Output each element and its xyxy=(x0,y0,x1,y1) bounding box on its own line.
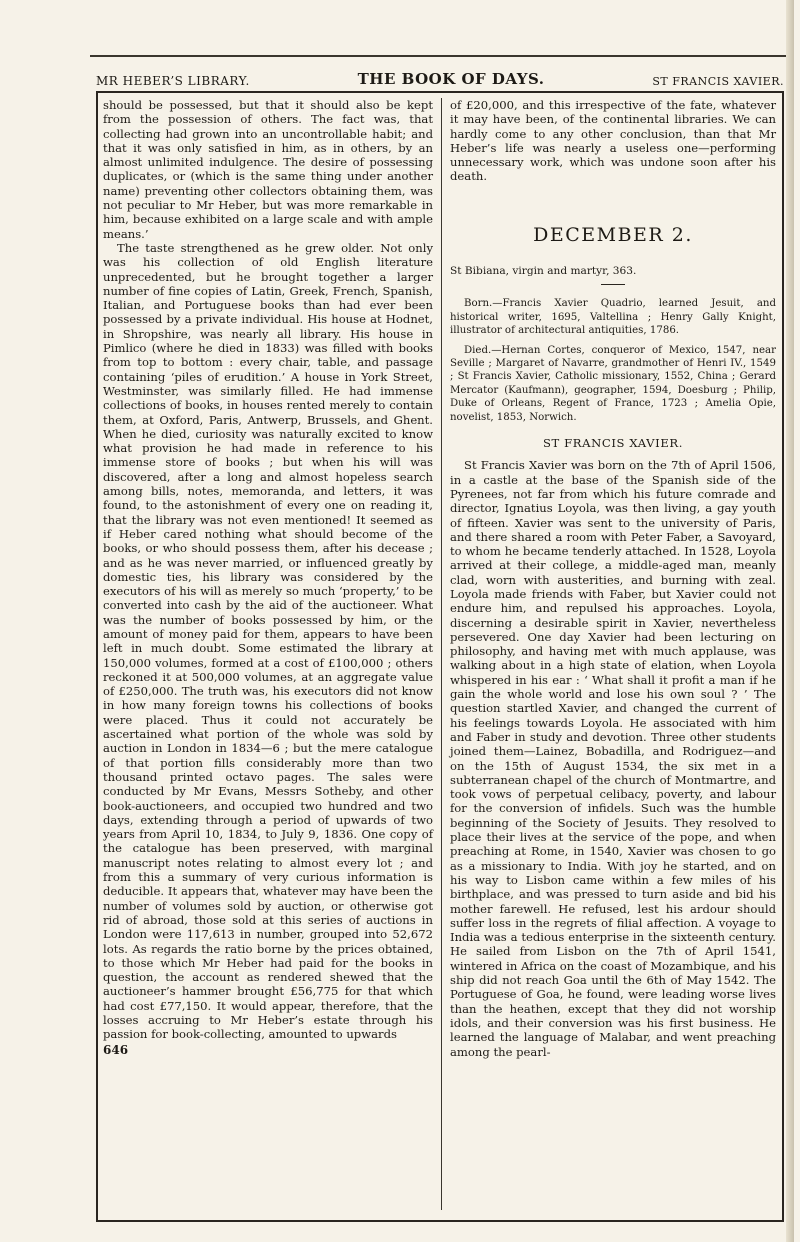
short-divider xyxy=(601,284,625,285)
frame-bottom-rule xyxy=(96,1220,784,1222)
died-notice: Died.—Hernan Cortes, conqueror of Mexico, 1547, near Seville ; Margaret of Navarre, grandmother of Henri IV., 1549 ; St Francis Xavier, Catholic missionary, 1552, China ; Gerard Mercator (Kaufmann), geographer, 1594, Doesburg ; Philip, Duke of Orleans, Regent of France, 1723 ; Amelia Opie, novelist, 1853, Norwich. xyxy=(450,344,776,423)
running-header xyxy=(96,63,784,93)
paragraph: St Francis Xavier was born on the 7th of April 1506, in a castle at the base of the Spanish side of the Pyrenees, not far from which his future comrade and director, Ignatius Loyola, was then living, a gay youth of fifteen. Xavier was sent to the university of Paris, and there shared a room with Peter Faber, a Savoyard, to whom he became tenderly attached. In 1528, Loyola arrived at their college, a middle-aged man, meanly clad, worn with austerities, and burning with zeal. Loyola made friends with Faber, but Xavier could not endure him, and repulsed his approaches. Loyola, discerning a desirable spirit in Xavier, nevertheless persevered. One day Xavier had been lecturing on philosophy, and having met with much applause, was walking about in a high state of elation, when Loyola whispered in his ear : ‘ What shall it profit a man if he gain the whole world and lose his own soul ? ’ The question startled Xavier, and changed the current of his feelings towards Loyola. He associated with him and Faber in study and devotion. Three other students joined them—Lainez, Bobadilla, and Rodriguez—and on the 15th of August 1534, the six met in a subterranean chapel of the church of Montmartre, and took vows of perpetual celibacy, poverty, and labour for the conversion of infidels. Such was the humble beginning of the Society of Jesuits. They resolved to place their lives at the service of the pope, and when preaching at Rome, in 1540, Xavier was chosen to go as a missionary to India. With joy he started, and on his way to Lisbon came within a few miles of his birthplace, and was pressed to turn aside and bid his mother farewell. He refused, lest his ardour should suffer loss in the regrets of filial affection. A voyage to India was a tedious enterprise in the sixteenth century. He sailed from Lisbon on the 7th of April 1541, wintered in Africa on the coast of Mozambique, and his ship did not reach Goa until the 6th of May 1542. The Portuguese of Goa, he found, were leading worse lives than the heathen, except that they did not worship idols, and their conversion was his first business. He learned the language of Malabar, and went preaching among the pearl- xyxy=(450,458,776,1059)
paragraph: The taste strengthened as he grew older. Not only was his collection of old English literature unprecedented, but he brought together a larger number of fine copies of Latin, Greek, French, Spanish, Italian, and Portuguese books than had ever been possessed by a private individual. His house at Hodnet, in Shropshire, was nearly all library. His house in Pimlico (where he died in 1833) was filled with books from top to bottom : every chair, table, and passage containing ‘piles of erudition.’ A house in York Street, Westminster, was similarly filled. He had immense collections of books, in houses rented merely to contain them, at Oxford, Paris, Antwerp, Brussels, and Ghent. When he died, curiosity was naturally excited to know what provision he had made in reference to his immense store of books ; but when his will was discovered, after a long and almost hopeless search among bills, notes, memoranda, and letters, it was found, to the astonishment of every one on reading it, that the library was not even mentioned! It seemed as if Heber cared nothing what should become of the books, or who should possess them, after his decease ; and as he was never married, or influenced greatly by domestic ties, his library was considered by the executors of his will as merely so much ‘property,’ to be converted into cash by the aid of the auctioneer. What was the number of books possessed by him, or the amount of money paid for them, appears to have been left in much doubt. Some estimated the library at 150,000 volumes, formed at a cost of £100,000 ; others reckoned it at 500,000 volumes, at an aggregate value of £250,000. The truth was, his executors did not know in how many foreign towns his collections of books were placed. Thus it could not accurately be ascertained what portion of the whole was sold by auction in London in 1834—6 ; but the mere catalogue of that portion fills considerably more than two thousand printed octavo pages. The sales were conducted by Mr Evans, Messrs Sotheby, and other book-auctioneers, and occupied two hundred and two days, extending through a period of upwards of two years from April 10, 1834, to July 9, 1836. One copy of the catalogue has been preserved, with marginal manuscript notes relating to almost every lot ; and from this a summary of very curious information is deducible. It appears that, whatever may have been the number of volumes sold by auction, or otherwise got rid of abroad, those sold at this series of auctions in London were 117,613 in number, grouped into 52,672 lots. As regards the ratio borne by the prices obtained, to those which Mr Heber had paid for the books in question, the account as rendered shewed that the auctioneer’s hammer brought £56,775 for that which had cost £77,150. It would appear, therefore, that the losses accruing to Mr Heber’s estate through his passion for book-collecting, amounted to upwards xyxy=(103,240,433,1042)
page-right-edge xyxy=(786,0,794,1242)
saints-line: St Bibiana, virgin and martyr, 363. xyxy=(450,265,637,278)
frame-left-rule xyxy=(96,93,98,1221)
column-divider xyxy=(441,98,442,1210)
page-number: 646 xyxy=(103,1042,129,1057)
left-column xyxy=(103,98,433,1057)
paragraph-continuation: of £20,000, and this irrespective of the fate, whatever it may have been, of the continental libraries. We can hardly come to any other conclusion, than that Mr Heber’s life was nearly a useless one—performing unnecessary work, which was undone soon after his death. xyxy=(450,98,776,184)
header-right: ST FRANCIS XAVIER. xyxy=(652,75,784,88)
born-notice: Born.—Francis Xavier Quadrio, learned Jesuit, and historical writer, 1695, Valtellina ; Henry Gally Knight, illustrator of architectural antiquities, 1786. xyxy=(450,298,776,337)
header-title: THE BOOK OF DAYS. xyxy=(357,70,545,88)
frame-right-rule xyxy=(782,93,784,1221)
section-title: ST FRANCIS XAVIER. xyxy=(543,436,683,451)
paragraph: should be possessed, but that it should also be kept from the possession of others. The fact was, that collecting had grown into an uncontrollable habit; and that it was only satisfied in him, as in others, by an almost unlimited indulgence. The desire of possessing duplicates, or (which is the same thing under another name) preventing other collectors obtaining them, was not peculiar to Mr Heber, but was more remarkable in him, because exhibited on a large scale and with ample means.’ xyxy=(103,98,433,241)
header-left: MR HEBER’S LIBRARY. xyxy=(96,74,250,88)
right-column xyxy=(450,98,776,1059)
day-heading: DECEMBER 2. xyxy=(533,223,693,246)
page-top-edge xyxy=(90,55,790,57)
